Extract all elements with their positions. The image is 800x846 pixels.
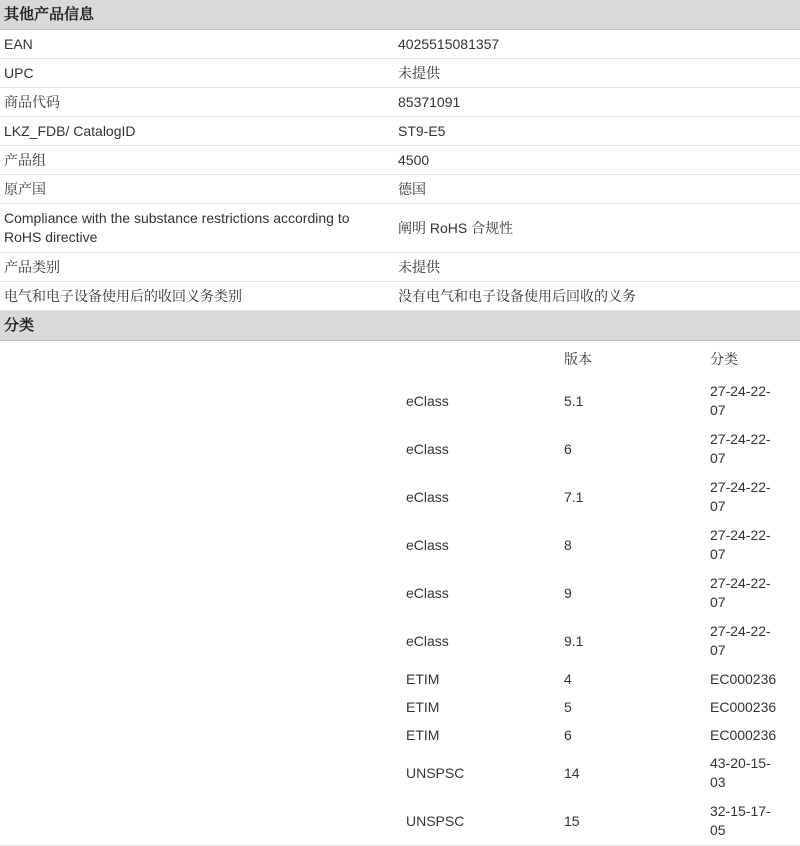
class-code	[704, 802, 792, 840]
class-code: EC000236	[710, 670, 777, 687]
class-code-line1: 27-24-22-	[710, 623, 771, 639]
info-label: Compliance with the substance restrictions according to RoHS directive	[4, 210, 350, 245]
info-value: 未提供	[398, 258, 440, 275]
class-code-line2: 07	[710, 642, 726, 658]
classification-row	[0, 377, 800, 425]
info-row-ean	[0, 30, 800, 59]
class-system: eClass	[406, 393, 449, 409]
info-row-product-category	[0, 253, 800, 282]
class-code-line1: 43-20-15-	[710, 755, 771, 771]
class-code	[704, 526, 792, 564]
class-version: 4	[564, 671, 572, 687]
info-value: 4500	[398, 151, 430, 168]
class-system: ETIM	[406, 671, 440, 687]
classification-row	[0, 797, 800, 846]
class-code	[704, 478, 792, 516]
class-system: eClass	[406, 489, 449, 505]
info-value: 85371091	[398, 93, 461, 110]
classification-row	[0, 693, 800, 721]
info-value: 没有电气和电子设备使用后回收的义务	[398, 287, 636, 304]
classification-row	[0, 425, 800, 473]
class-version: 15	[564, 813, 580, 829]
class-code	[704, 754, 792, 792]
classification-row	[0, 665, 800, 693]
classification-row	[0, 569, 800, 617]
class-system: eClass	[406, 537, 449, 553]
class-code-line2: 07	[710, 450, 726, 466]
info-label: 商品代码	[4, 93, 60, 110]
class-version: 8	[564, 537, 572, 553]
info-label: 原产国	[4, 180, 46, 197]
other-info-header: 其他产品信息	[0, 0, 800, 30]
class-code	[704, 430, 792, 468]
class-version: 9	[564, 585, 572, 601]
class-system: ETIM	[406, 699, 440, 715]
class-version: 5	[564, 699, 572, 715]
class-system: UNSPSC	[406, 765, 465, 781]
info-row-country-of-origin	[0, 175, 800, 204]
class-code: EC000236	[710, 698, 777, 715]
info-label: 电气和电子设备使用后的收回义务类别	[4, 287, 242, 304]
class-system: ETIM	[406, 727, 440, 743]
class-code-line1: 32-15-17-	[710, 803, 771, 819]
info-row-rohs	[0, 204, 800, 253]
class-system: eClass	[406, 441, 449, 457]
classification-row	[0, 721, 800, 749]
class-code	[704, 382, 792, 420]
class-version: 7.1	[564, 489, 584, 505]
info-label: EAN	[4, 35, 33, 52]
class-code-line2: 03	[710, 774, 726, 790]
other-info-table	[0, 30, 800, 311]
class-system: eClass	[406, 633, 449, 649]
column-header-version: 版本	[564, 351, 592, 367]
class-version: 14	[564, 765, 580, 781]
info-value: ST9-E5	[398, 122, 446, 139]
column-header-class: 分类	[710, 350, 738, 367]
classification-row	[0, 617, 800, 665]
classification-row	[0, 521, 800, 569]
class-code-line2: 07	[710, 402, 726, 418]
info-row-product-group	[0, 146, 800, 175]
class-code	[704, 622, 792, 660]
info-label: 产品组	[4, 151, 46, 168]
info-label: 产品类别	[4, 258, 60, 275]
class-version: 5.1	[564, 393, 584, 409]
info-label: LKZ_FDB/ CatalogID	[4, 122, 136, 139]
class-code-line2: 05	[710, 822, 726, 838]
class-code-line1: 27-24-22-	[710, 575, 771, 591]
class-code-line1: 27-24-22-	[710, 431, 771, 447]
class-code-line2: 07	[710, 546, 726, 562]
class-version: 6	[564, 441, 572, 457]
classification-table	[0, 341, 800, 846]
class-system: eClass	[406, 585, 449, 601]
classification-row	[0, 749, 800, 797]
info-row-upc	[0, 59, 800, 88]
class-code	[704, 574, 792, 612]
class-version: 9.1	[564, 633, 584, 649]
class-version: 6	[564, 727, 572, 743]
info-label: UPC	[4, 64, 34, 81]
classification-header: 分类	[0, 311, 800, 341]
info-value: 德国	[398, 180, 426, 197]
classification-column-headers	[0, 341, 800, 377]
class-system: UNSPSC	[406, 813, 465, 829]
info-row-commodity-code	[0, 88, 800, 117]
class-code-line2: 07	[710, 498, 726, 514]
class-code-line1: 27-24-22-	[710, 527, 771, 543]
class-code-line2: 07	[710, 594, 726, 610]
info-value: 未提供	[398, 64, 440, 81]
info-row-catalog-id	[0, 117, 800, 146]
class-code: EC000236	[710, 726, 777, 743]
classification-row	[0, 473, 800, 521]
class-code-line1: 27-24-22-	[710, 383, 771, 399]
info-value: 4025515081357	[398, 35, 500, 52]
info-value: 阐明 RoHS 合规性	[398, 219, 514, 236]
info-row-weee-category	[0, 282, 800, 311]
class-code-line1: 27-24-22-	[710, 479, 771, 495]
